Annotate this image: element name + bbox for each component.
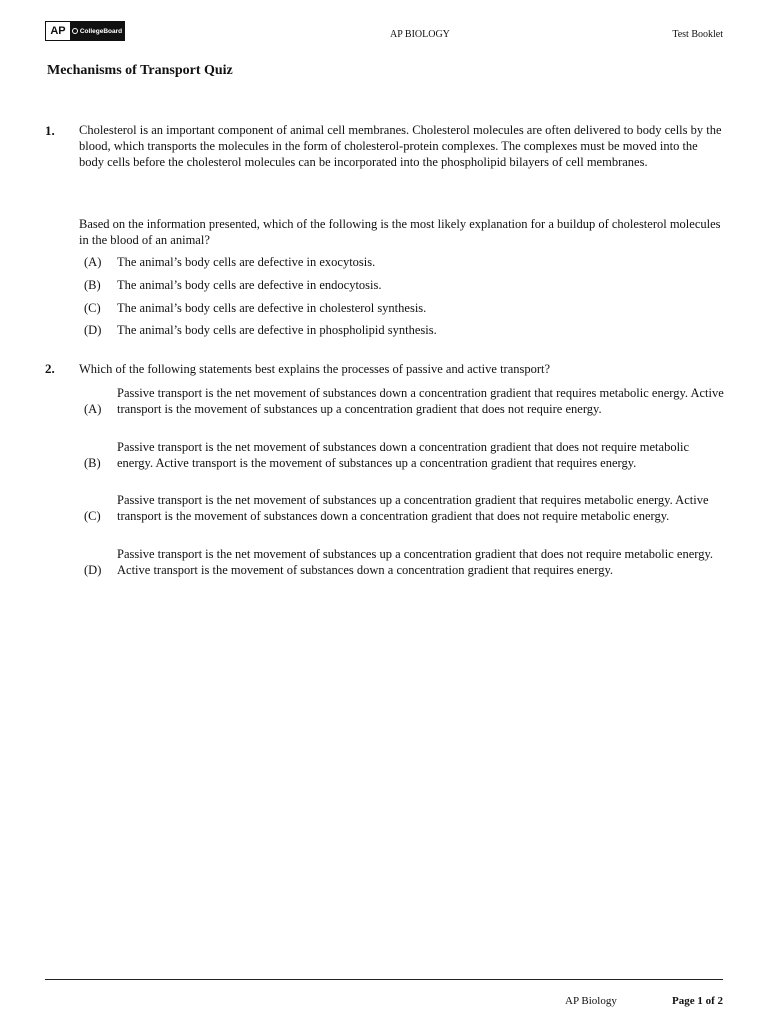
choice-text: Passive transport is the net movement of substances up a concentration gradient that requires metabolic energy. Active transport is the movement of substances down a concentration gradient that does not require metabolic energy. [117,493,709,523]
choice-letter: (B) [84,456,101,470]
header-subject: AP BIOLOGY [390,29,450,40]
question-number: 1. [45,123,55,138]
question-stem: Which of the following statements best explains the processes of passive and active transport? [79,362,551,376]
choice-letter: (D) [84,323,102,337]
ap-collegeboard-logo [45,21,125,41]
page-title: Mechanisms of Transport Quiz [47,63,233,78]
page-number: Page 1 of 2 [671,995,723,1007]
choice-letter: (A) [84,255,102,269]
header-booklet-label: Test Booklet [672,29,723,40]
footer-divider [45,979,723,980]
choice-letter: (C) [84,509,101,523]
choice-letter: (B) [84,278,101,292]
question-stem: Cholesterol is an important component of animal cell membranes. Cholesterol molecules are often delivered to body cells by the blood, which transports the molecules in the form of cholesterol-protein complexes. The complexes must be moved into the body cells before the cholesterol molecules can be incorporated into the phospholipid bilayers of cell membranes. [79,123,722,169]
footer-subject: AP Biology [565,995,617,1007]
choice-text: Passive transport is the net movement of substances down a concentration gradient that requires metabolic energy. Active transport is the movement of substances up a concentration gradient that does not require energy. [117,386,724,416]
choice-text: Passive transport is the net movement of substances down a concentration gradient that does not require metabolic energy. Active transport is the movement of substances up a concentration gradient that requires energy. [117,440,690,470]
page-header [0,0,768,50]
choice-text: The animal’s body cells are defective in cholesterol synthesis. [117,301,427,315]
choice-text: The animal’s body cells are defective in endocytosis. [117,278,382,292]
collegeboard-logo-text: CollegeBoard [79,27,123,35]
choice-letter: (C) [84,301,101,315]
choice-text: The animal’s body cells are defective in exocytosis. [117,255,376,269]
acorn-icon [72,28,78,34]
question-number: 2. [45,361,55,376]
choice-text: Passive transport is the net movement of substances up a concentration gradient that does not require metabolic energy. Active transport is the movement of substances down a concentration gradient that requires energy. [117,547,714,577]
collegeboard-logo-mark [70,22,124,40]
question-prompt: Based on the information presented, which of the following is the most likely explanation for a buildup of cholesterol molecules in the blood of an animal? [79,217,721,247]
choice-letter: (A) [84,402,102,416]
ap-logo-mark: AP [46,22,70,40]
choice-letter: (D) [84,563,102,577]
choice-text: The animal’s body cells are defective in phospholipid synthesis. [117,323,437,337]
